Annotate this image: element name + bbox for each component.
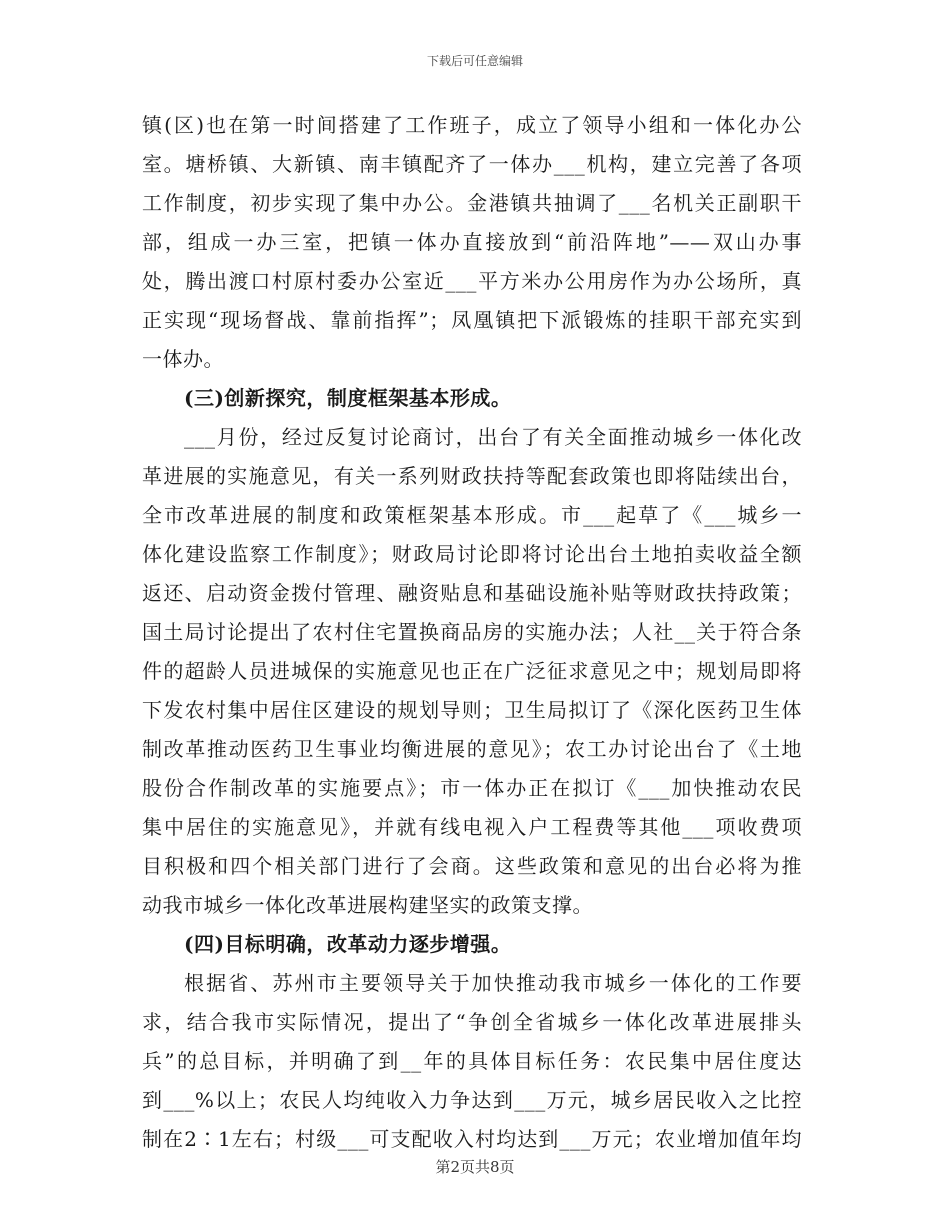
paragraph-line: 集中居住的实施意见》，并就有线电视入户工程费等其他___项收费项 <box>142 815 802 839</box>
paragraph-line: 体化建设监察工作制度》；财政局讨论即将讨论出台土地拍卖收益全额 <box>142 542 802 566</box>
paragraph-line: 件的超龄人员进城保的实施意见也正在广泛征求意见之中；规划局即将 <box>142 659 802 683</box>
paragraph-line: 镇(区)也在第一时间搭建了工作班子，成立了领导小组和一体化办公 <box>142 113 802 137</box>
paragraph-line: 国土局讨论提出了农村住宅置换商品房的实施办法；人社__关于符合条 <box>142 620 802 644</box>
paragraph-line: 革进展的实施意见，有关一系列财政扶持等配套政策也即将陆续出台， <box>142 464 802 488</box>
paragraph-line: 室。塘桥镇、大新镇、南丰镇配齐了一体办___机构，建立完善了各项 <box>142 152 802 176</box>
paragraph-line: 一体办。 <box>142 347 224 371</box>
paragraph-line: 制在2∶1左右；村级___可支配收入村均达到___万元；农业增加值年均 <box>142 1127 802 1151</box>
section-heading: (四)目标明确，改革动力逐步增强。 <box>184 932 512 956</box>
paragraph-line: 动我市城乡一体化改革进展构建坚实的政策支撑。 <box>142 893 593 917</box>
section-heading: (三)创新探究，制度框架基本形成。 <box>184 386 512 410</box>
paragraph-line: ___月份，经过反复讨论商讨，出台了有关全面推动城乡一体化改 <box>184 425 802 449</box>
document-body <box>142 106 802 1159</box>
paragraph-line: 制改革推动医药卫生事业均衡进展的意见》；农工办讨论出台了《土地 <box>142 737 802 761</box>
paragraph-line: 全市改革进展的制度和政策框架基本形成。市___起草了《___城乡一 <box>142 503 802 527</box>
page-header-note: 下载后可任意编辑 <box>426 54 523 68</box>
paragraph-line: 求，结合我市实际情况，提出了“争创全省城乡一体化改革进展排头 <box>142 1010 802 1034</box>
paragraph-line: 到___%以上；农民人均纯收入力争达到___万元，城乡居民收入之比控 <box>142 1088 802 1112</box>
page-number: 第2页共8页 <box>435 1158 515 1176</box>
paragraph-line: 正实现“现场督战、靠前指挥”；凤凰镇把下派锻炼的挂职干部充实到 <box>142 308 802 332</box>
paragraph-line: 股份合作制改革的实施要点》；市一体办正在拟订《___加快推动农民 <box>142 776 802 800</box>
paragraph-line: 部，组成一办三室，把镇一体办直接放到“前沿阵地”——双山办事 <box>142 230 802 254</box>
paragraph-line: 处，腾出渡口村原村委办公室近___平方米办公用房作为办公场所，真 <box>142 269 802 293</box>
paragraph-line: 工作制度，初步实现了集中办公。金港镇共抽调了___名机关正副职干 <box>142 191 802 215</box>
paragraph-line: 返还、启动资金拨付管理、融资贴息和基础设施补贴等财政扶持政策； <box>142 581 802 605</box>
paragraph-line: 根据省、苏州市主要领导关于加快推动我市城乡一体化的工作要 <box>184 971 802 995</box>
paragraph-line: 目积极和四个相关部门进行了会商。这些政策和意见的出台必将为推 <box>142 854 802 878</box>
paragraph-line: 兵”的总目标，并明确了到__年的具体目标任务：农民集中居住度达 <box>142 1049 802 1073</box>
paragraph-line: 下发农村集中居住区建设的规划导则；卫生局拟订了《深化医药卫生体 <box>142 698 802 722</box>
